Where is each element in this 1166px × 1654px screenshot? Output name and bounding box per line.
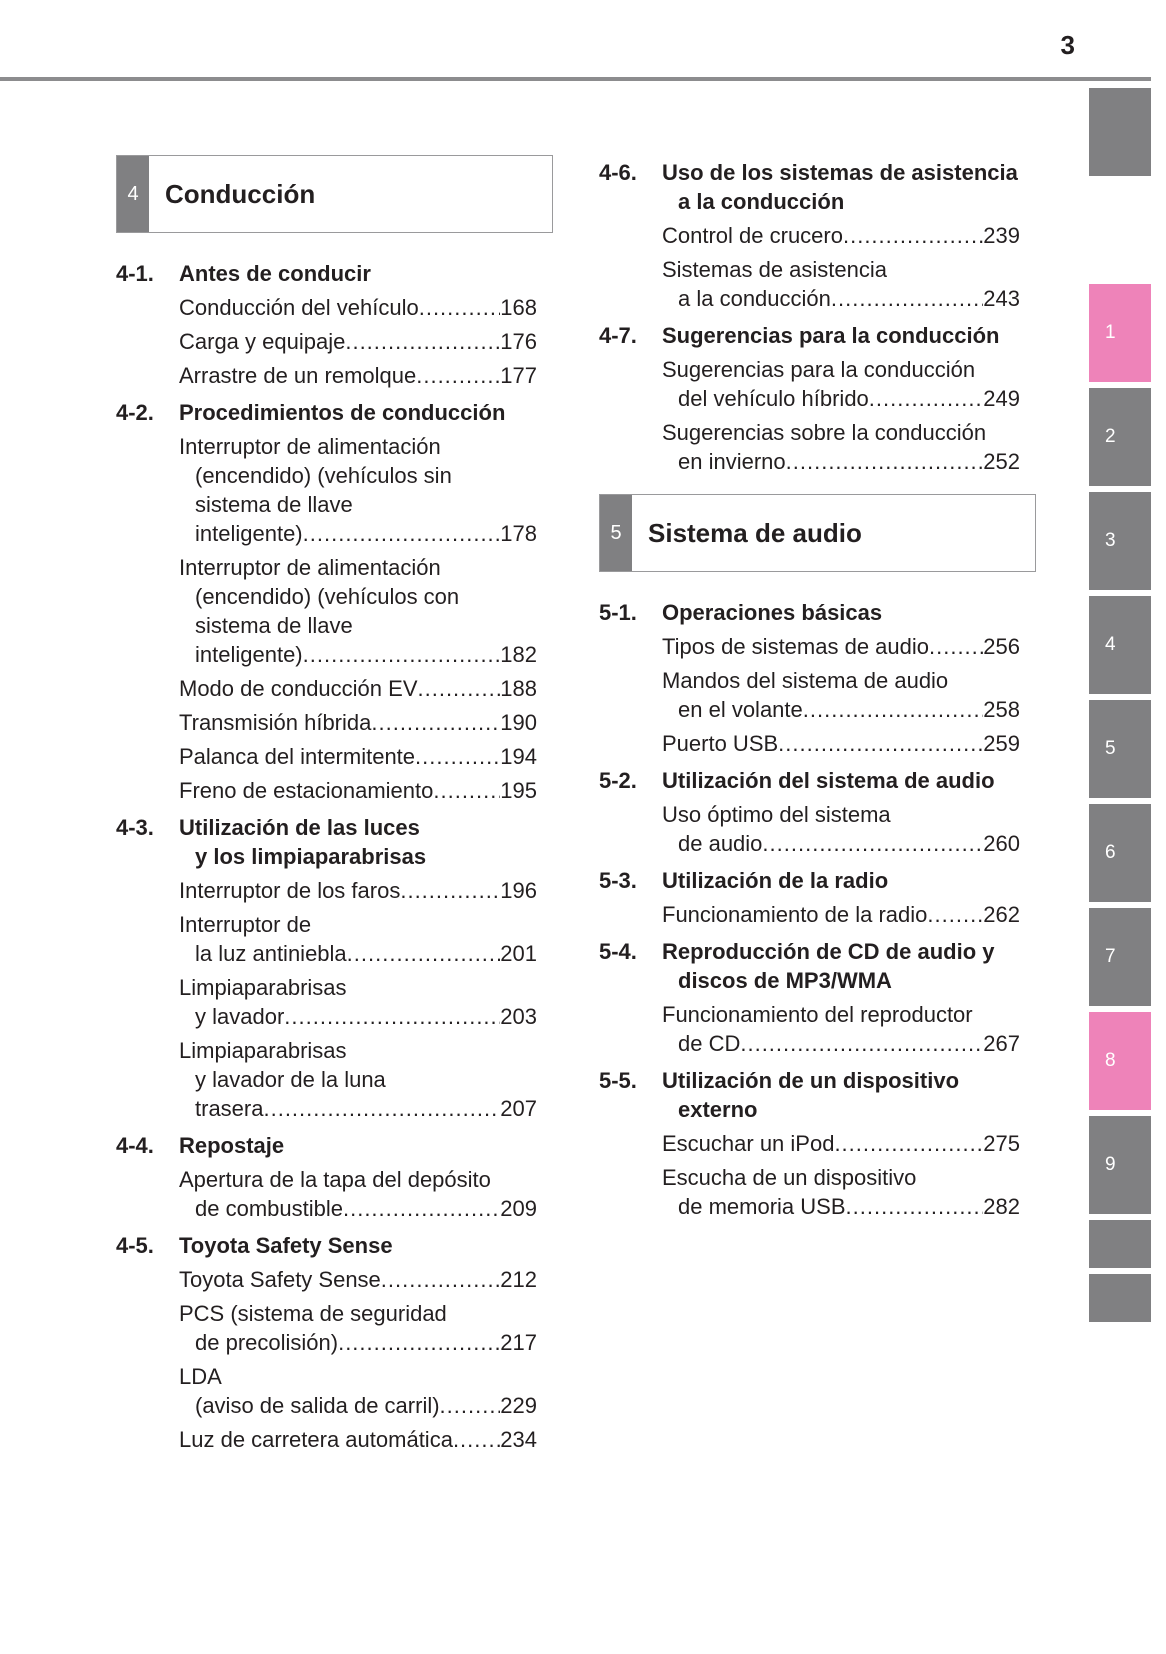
entry-text-line: Limpiaparabrisas — [179, 1038, 347, 1063]
section-heading — [599, 158, 1039, 216]
entry-last-line — [179, 1328, 537, 1357]
entry-last-line — [179, 742, 537, 771]
tab-label: 4 — [1105, 634, 1116, 655]
entry-text-line: Apertura de la tapa del depósito — [179, 1167, 491, 1192]
section-heading — [599, 321, 1039, 350]
entry-text-line: Control de crucero — [662, 223, 843, 248]
page-ref[interactable]: 212 — [500, 1267, 537, 1292]
page-ref[interactable]: 177 — [500, 363, 537, 388]
entry-text-line: a la conducción — [678, 286, 831, 311]
entry-text-line: Toyota Safety Sense — [179, 1267, 381, 1292]
entry-last-line — [179, 708, 537, 737]
entry-text-line: inteligente) — [195, 642, 303, 667]
dot-leader — [846, 1192, 984, 1221]
page-ref[interactable]: 168 — [500, 295, 537, 320]
entry-last-line — [179, 640, 537, 669]
dot-leader — [786, 447, 984, 476]
entry-text-line: Interruptor de alimentación — [179, 434, 441, 459]
entry-last-line — [179, 1194, 537, 1223]
page-ref[interactable]: 203 — [500, 1004, 537, 1029]
entry-last-line — [179, 876, 537, 905]
section-heading — [116, 1131, 556, 1160]
page-number: 3 — [1060, 30, 1075, 60]
entry-text-line: PCS (sistema de seguridad — [179, 1301, 447, 1326]
entry-text-line: (encendido) (vehículos con — [195, 584, 460, 609]
section-number: 5-5. — [599, 1068, 637, 1093]
toc-entry[interactable] — [662, 1163, 1020, 1221]
page-ref[interactable]: 234 — [500, 1427, 537, 1452]
dot-leader — [869, 384, 983, 413]
section-title-text: Operaciones básicas — [662, 600, 883, 625]
toc-entry[interactable] — [662, 900, 1020, 929]
toc-entry[interactable] — [662, 632, 1020, 661]
page-ref[interactable]: 267 — [983, 1031, 1020, 1056]
entry-text-line: (encendido) (vehículos sin — [195, 463, 452, 488]
entry-last-line — [179, 519, 537, 548]
entry-text-line: Limpiaparabrisas — [179, 975, 347, 1000]
section-title-continued: externo — [678, 1097, 758, 1122]
dot-leader — [929, 632, 983, 661]
page-ref[interactable]: 275 — [983, 1131, 1020, 1156]
entry-last-line — [662, 829, 1020, 858]
chapter-4-sections — [116, 259, 556, 1454]
header-rule — [0, 77, 1151, 81]
page-ref[interactable]: 239 — [983, 223, 1020, 248]
page-ref[interactable]: 195 — [500, 778, 537, 803]
entry-text-line: inteligente) — [195, 521, 303, 546]
tab-label: 9 — [1105, 1154, 1116, 1175]
entry-text-line: en el volante — [678, 697, 803, 722]
entry-text-line: Palanca del intermitente — [179, 744, 416, 769]
entry-text-line: LDA — [179, 1364, 222, 1389]
entry-text-line: Interruptor de los faros — [179, 878, 401, 903]
toc-entry[interactable] — [179, 876, 537, 905]
chapter-tab-4[interactable] — [1089, 596, 1151, 694]
section-title-text: Procedimientos de conducción — [179, 400, 506, 425]
toc-entry[interactable] — [179, 361, 537, 390]
section-title-text: Antes de conducir — [179, 261, 371, 286]
section-number: 4-4. — [116, 1133, 154, 1158]
chapter-tab-3[interactable] — [1089, 492, 1151, 590]
page-ref[interactable]: 196 — [500, 878, 537, 903]
page-ref[interactable]: 260 — [983, 831, 1020, 856]
entry-last-line — [179, 293, 537, 322]
toc-entry[interactable] — [179, 1425, 537, 1454]
section-title — [179, 259, 556, 288]
section-number: 4-7. — [599, 323, 637, 348]
toc-entry[interactable] — [179, 1165, 537, 1223]
section-heading — [599, 766, 1039, 795]
entry-text-line: sistema de llave — [195, 613, 353, 638]
entry-last-line — [179, 1002, 537, 1031]
tab-label: 7 — [1105, 946, 1116, 967]
entry-last-line — [662, 447, 1020, 476]
entry-text-line: Carga y equipaje — [179, 329, 346, 354]
dot-leader — [347, 939, 501, 968]
page-ref[interactable]: 249 — [983, 386, 1020, 411]
section-title — [662, 321, 1039, 350]
section-title-text: Utilización del sistema de audio — [662, 768, 995, 793]
section-title — [179, 1131, 556, 1160]
toc-entry[interactable] — [662, 800, 1020, 858]
page-ref[interactable]: 259 — [983, 731, 1020, 756]
toc-entry[interactable] — [662, 666, 1020, 724]
chapter-tab-2[interactable] — [1089, 388, 1151, 486]
entry-text-line: y lavador — [195, 1004, 285, 1029]
section-title — [662, 158, 1039, 216]
toc-entry[interactable] — [662, 1000, 1020, 1058]
toc-entry[interactable] — [662, 221, 1020, 250]
toc-entry[interactable] — [179, 1362, 537, 1420]
section-title-text: Repostaje — [179, 1133, 285, 1158]
section-heading — [116, 813, 556, 871]
entry-last-line — [662, 729, 1020, 758]
dot-leader — [433, 776, 500, 805]
dot-leader — [843, 221, 983, 250]
entry-text-line: de combustible — [195, 1196, 343, 1221]
page-ref[interactable]: 258 — [983, 697, 1020, 722]
section-title-text: Sugerencias para la conducción — [662, 323, 1000, 348]
entry-last-line — [179, 361, 537, 390]
entry-last-line — [179, 327, 537, 356]
entry-text-line: trasera — [195, 1096, 264, 1121]
section-title — [662, 1066, 1039, 1124]
entry-text-line: Puerto USB — [662, 731, 779, 756]
entry-text-line: Interruptor de alimentación — [179, 555, 441, 580]
dot-leader — [415, 742, 500, 771]
tab-label: 3 — [1105, 530, 1116, 551]
chapter-title: Conducción — [165, 178, 316, 209]
entry-text-line: de audio — [678, 831, 763, 856]
section-title — [662, 866, 1039, 895]
section-title-text: Utilización de las luces — [179, 815, 420, 840]
section-title-continued: y los limpiaparabrisas — [195, 844, 427, 869]
section-title-text: Reproducción de CD de audio y — [662, 939, 995, 964]
dot-leader — [453, 1425, 500, 1454]
toc-entry[interactable] — [662, 418, 1020, 476]
tab-label: 2 — [1105, 426, 1116, 447]
section-title-continued: discos de MP3/WMA — [678, 968, 892, 993]
toc-entry[interactable] — [179, 432, 537, 548]
entry-text-line: de memoria USB — [678, 1194, 846, 1219]
dot-leader — [381, 1265, 500, 1294]
dot-leader — [416, 361, 500, 390]
entry-text-line: Transmisión híbrida — [179, 710, 372, 735]
dot-leader — [371, 708, 500, 737]
dot-leader — [778, 729, 983, 758]
entry-text-line: Uso óptimo del sistema — [662, 802, 891, 827]
entry-text-line: y lavador de la luna — [195, 1067, 386, 1092]
page-ref[interactable]: 178 — [500, 521, 537, 546]
entry-last-line — [662, 1192, 1020, 1221]
entry-last-line — [662, 384, 1020, 413]
entry-text-line: Sistemas de asistencia — [662, 257, 887, 282]
toc-entry[interactable] — [179, 553, 537, 669]
tab-label: 6 — [1105, 842, 1116, 863]
section-heading — [116, 1231, 556, 1260]
section-title-text: Utilización de la radio — [662, 868, 889, 893]
chapter-tab-1[interactable] — [1089, 284, 1151, 382]
toc-entry[interactable] — [179, 776, 537, 805]
toc-entry[interactable] — [179, 1265, 537, 1294]
entry-last-line — [179, 1425, 537, 1454]
section-number: 5-2. — [599, 768, 637, 793]
entry-text-line: en invierno — [678, 449, 786, 474]
section-number: 4-1. — [116, 261, 154, 286]
entry-text-line: sistema de llave — [195, 492, 353, 517]
page-ref[interactable]: 188 — [500, 676, 537, 701]
chapter-number: 4 — [117, 156, 149, 232]
entry-text-line: Arrastre de un remolque — [179, 363, 417, 388]
section-title-text: Toyota Safety Sense — [179, 1233, 393, 1258]
section-title — [179, 813, 556, 871]
entry-text-line: Luz de carretera automática — [179, 1427, 453, 1452]
chapter-tab[interactable] — [1089, 1274, 1151, 1322]
page-ref[interactable]: 262 — [983, 902, 1020, 927]
chapter-tab[interactable] — [1089, 1220, 1151, 1268]
section-heading — [599, 937, 1039, 995]
entry-text-line: la luz antiniebla — [195, 941, 347, 966]
entry-text-line: Modo de conducción EV — [179, 676, 418, 701]
section-title — [662, 766, 1039, 795]
toc-entry[interactable] — [662, 729, 1020, 758]
page-ref[interactable]: 243 — [983, 286, 1020, 311]
toc-entry[interactable] — [662, 355, 1020, 413]
entry-last-line — [179, 1265, 537, 1294]
entry-text-line: Conducción del vehículo — [179, 295, 419, 320]
dot-leader — [762, 829, 983, 858]
toc-entry[interactable] — [179, 1299, 537, 1357]
section-title-text: Uso de los sistemas de asistencia — [662, 160, 1018, 185]
entry-last-line — [179, 776, 537, 805]
dot-leader — [803, 695, 984, 724]
chapter-tab-5[interactable] — [1089, 700, 1151, 798]
chapter-5-header — [599, 494, 1036, 572]
page-ref[interactable]: 252 — [983, 449, 1020, 474]
page-ref[interactable]: 190 — [500, 710, 537, 735]
entry-last-line — [179, 939, 537, 968]
page-ref[interactable]: 282 — [983, 1194, 1020, 1219]
entry-last-line — [662, 695, 1020, 724]
entry-text-line: Interruptor de — [179, 912, 312, 937]
section-heading — [599, 1066, 1039, 1124]
section-number: 4-3. — [116, 815, 154, 840]
page-ref[interactable]: 194 — [500, 744, 537, 769]
entry-text-line: Funcionamiento del reproductor — [662, 1002, 973, 1027]
chapter-number: 5 — [600, 495, 632, 571]
chapter-tab-8[interactable] — [1089, 1012, 1151, 1110]
toc-entry[interactable] — [179, 293, 537, 322]
tab-label: 8 — [1105, 1050, 1116, 1071]
dot-leader — [834, 1129, 983, 1158]
toc-entry[interactable] — [179, 1036, 537, 1123]
entry-text-line: Freno de estacionamiento — [179, 778, 434, 803]
toc-entry[interactable] — [179, 327, 537, 356]
section-title — [179, 1231, 556, 1260]
section-title — [662, 598, 1039, 627]
entry-text-line: Escuchar un iPod — [662, 1131, 835, 1156]
entry-last-line — [662, 1029, 1020, 1058]
toc-entry[interactable] — [179, 910, 537, 968]
dot-leader — [303, 640, 501, 669]
entry-text-line: de precolisión) — [195, 1330, 339, 1355]
section-heading — [599, 866, 1039, 895]
dot-leader — [345, 327, 500, 356]
page-ref[interactable]: 201 — [500, 941, 537, 966]
chapter-4-continued-sections — [599, 158, 1039, 476]
dot-leader — [263, 1094, 500, 1123]
chapter-title: Sistema de audio — [648, 517, 862, 548]
page-ref[interactable]: 176 — [500, 329, 537, 354]
section-number: 5-3. — [599, 868, 637, 893]
section-number: 5-4. — [599, 939, 637, 964]
entry-last-line — [662, 1129, 1020, 1158]
dot-leader — [440, 1391, 501, 1420]
toc-entry[interactable] — [179, 708, 537, 737]
toc-entry[interactable] — [179, 973, 537, 1031]
dot-leader — [419, 293, 501, 322]
entry-last-line — [662, 284, 1020, 313]
toc-entry[interactable] — [662, 255, 1020, 313]
chapter-4-header — [116, 155, 553, 233]
entry-text-line: (aviso de salida de carril) — [195, 1393, 440, 1418]
page-ref[interactable]: 256 — [983, 634, 1020, 659]
section-heading — [116, 259, 556, 288]
chapter-tab-9[interactable] — [1089, 1116, 1151, 1214]
section-number: 4-2. — [116, 400, 154, 425]
dot-leader — [927, 900, 983, 929]
section-number: 5-1. — [599, 600, 637, 625]
page-ref[interactable]: 217 — [500, 1330, 537, 1355]
chapter-tab-7[interactable] — [1089, 908, 1151, 1006]
entry-text-line: Escucha de un dispositivo — [662, 1165, 917, 1190]
section-title-text: Utilización de un dispositivo — [662, 1068, 960, 1093]
section-title — [662, 937, 1039, 995]
entry-last-line — [179, 1094, 537, 1123]
chapter-tab[interactable] — [1089, 88, 1151, 176]
section-heading — [599, 598, 1039, 627]
dot-leader — [343, 1194, 500, 1223]
entry-last-line — [179, 674, 537, 703]
entry-text-line: Sugerencias para la conducción — [662, 357, 976, 382]
section-number: 4-5. — [116, 1233, 154, 1258]
chapter-tab-6[interactable] — [1089, 804, 1151, 902]
entry-text-line: Mandos del sistema de audio — [662, 668, 949, 693]
dot-leader — [418, 674, 501, 703]
section-heading — [116, 398, 556, 427]
entry-text-line: de CD — [678, 1031, 741, 1056]
section-title — [179, 398, 556, 427]
entry-text-line: Sugerencias sobre la conducción — [662, 420, 987, 445]
entry-text-line: Funcionamiento de la radio — [662, 902, 928, 927]
page-ref[interactable]: 209 — [500, 1196, 537, 1221]
toc-entry[interactable] — [662, 1129, 1020, 1158]
entry-text-line: Tipos de sistemas de audio — [662, 634, 929, 659]
dot-leader — [303, 519, 501, 548]
dot-leader — [338, 1328, 500, 1357]
page-ref[interactable]: 207 — [500, 1096, 537, 1121]
section-title-continued: a la conducción — [678, 189, 845, 214]
dot-leader — [400, 876, 500, 905]
toc-entry[interactable] — [179, 742, 537, 771]
entry-last-line — [662, 221, 1020, 250]
tab-label: 1 — [1105, 322, 1116, 343]
chapter-5-sections — [599, 598, 1039, 1221]
entry-text-line: del vehículo híbrido — [678, 386, 869, 411]
dot-leader — [831, 284, 983, 313]
toc-right-column — [599, 150, 1039, 1221]
toc-entry[interactable] — [179, 674, 537, 703]
tab-label: 5 — [1105, 738, 1116, 759]
toc-left-column — [116, 155, 556, 1454]
dot-leader — [740, 1029, 983, 1058]
section-number: 4-6. — [599, 160, 637, 185]
entry-last-line — [662, 900, 1020, 929]
page-ref[interactable]: 182 — [500, 642, 537, 667]
entry-last-line — [179, 1391, 537, 1420]
entry-last-line — [662, 632, 1020, 661]
dot-leader — [284, 1002, 500, 1031]
page-ref[interactable]: 229 — [500, 1393, 537, 1418]
